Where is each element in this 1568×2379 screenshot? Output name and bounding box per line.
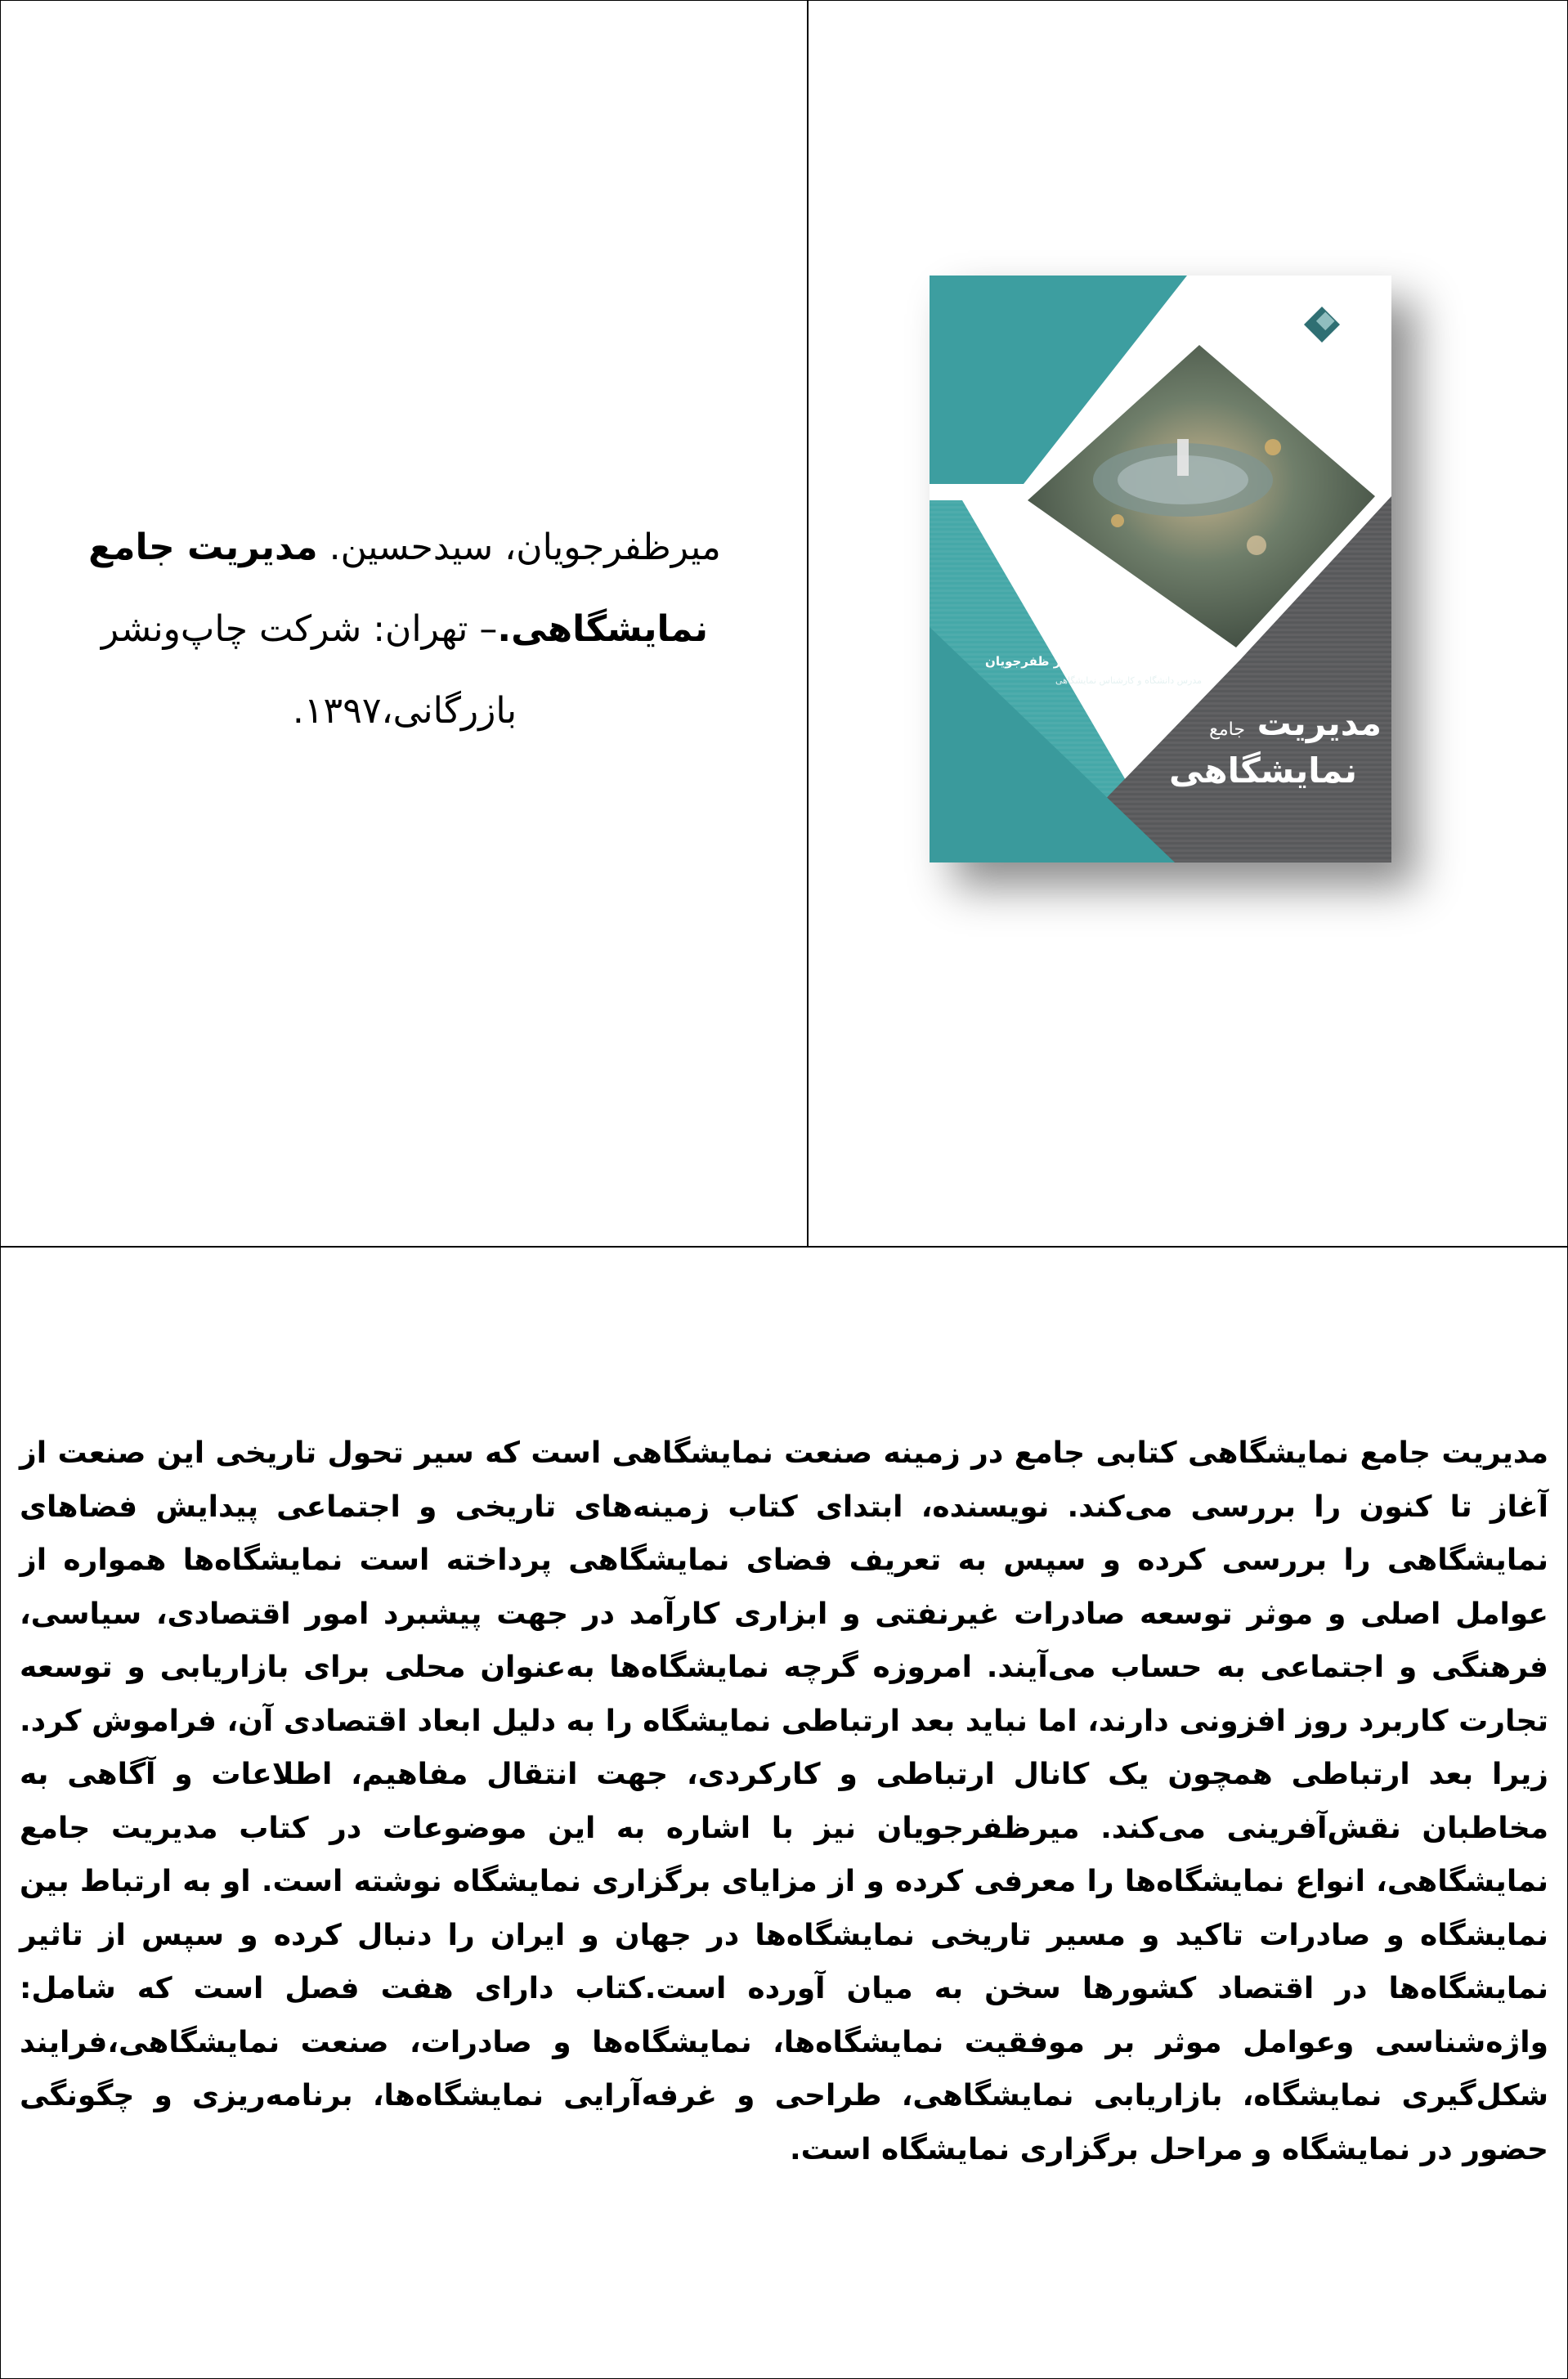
citation-publication: – تهران: شرکت چاپ‌ونشر بازرگانی،۱۳۹۷. bbox=[101, 608, 517, 732]
book-abstract: مدیریت جامع نمایشگاهی کتابی جامع در زمینه صنعت نمایشگاهی است که سیر تحول تاریخی این صنعت از آغاز تا کنون را بررسی می‌کند. نویسنده، ابتدای کتاب زمینه‌های تاریخی و اجتماعی پیدایش فضاهای نمایشگاهی را بررسی کرده و سپس به تعریف فضای نمایشگاهی پرداخته است نمایشگاه‌ها همواره از عوامل اصلی و موثر توسعه صادرات غیرنفتی و ابزاری کارآمد در جهت پیشبرد امور اقتصادی، سیاسی، فرهنگی و اجتماعی به حساب می‌آیند. امروزه گرچه نمایشگاه‌ها به‌عنوان محلی برای بازاریابی و توسعه تجارت کاربرد روز افزونی دارند، اما نباید بعد ارتباطی نمایشگاه را به دلیل ابعاد اقتصادی آن، فراموش کرد. زیرا بعد ارتباطی همچون یک کانال ارتباطی و کارکردی، جهت انتقال مفاهیم، اطلاعات و آگاهی به مخاطبان نقش‌آفرینی می‌کند. میرظفرجویان نیز با اشاره به این موضوعات در کتاب مدیریت جامع نمایشگاهی، انواع نمایشگاه‌ها را معرفی کرده و از مزایای برگزاری نمایشگاه نوشته است. او به ارتباط بین نمایشگاه و صادرات تاکید و مسیر تاریخی نمایشگاه‌ها در جهان و ایران را دنبال کرده و سپس از تاثیر نمایشگاه‌ها در اقتصاد کشورها سخن به میان آورده است.کتاب دارای هفت فصل است که شامل: واژه‌شناسی وعوامل موثر بر موفقیت نمایشگاه‌ها، نمایشگاه‌ها و صادرات، صنعت نمایشگاهی،فرایند شکل‌گیری نمایشگاه، بازاریابی نمایشگاهی، طراحی و غرفه‌آرایی نمایشگاه‌ها، برنامه‌ریزی و چگونگی حضور در نمایشگاه و مراحل برگزاری نمایشگاه است. bbox=[20, 1436, 1548, 2166]
cover-title-line1 bbox=[1087, 703, 1382, 743]
cover-title-word1: مدیریت bbox=[1257, 703, 1382, 743]
bibliographic-citation bbox=[49, 507, 760, 752]
cover-title-word2: جامع bbox=[1209, 719, 1245, 740]
cover-title-line2: نمایشگاهی bbox=[1168, 750, 1357, 791]
citation-title: مدیریت جامع نمایشگاهی. bbox=[88, 526, 709, 650]
horizontal-divider bbox=[0, 1246, 1568, 1248]
cover-author-line: نویسنده: سید حسین میر ظفرجویان bbox=[985, 654, 1202, 669]
cover-author-subline: مدرس دانشگاه و کارشناس نمایشگاهی bbox=[1055, 675, 1202, 686]
citation-author: میرظفرجویان، سیدحسین. bbox=[329, 526, 721, 568]
vertical-divider bbox=[807, 0, 809, 1247]
